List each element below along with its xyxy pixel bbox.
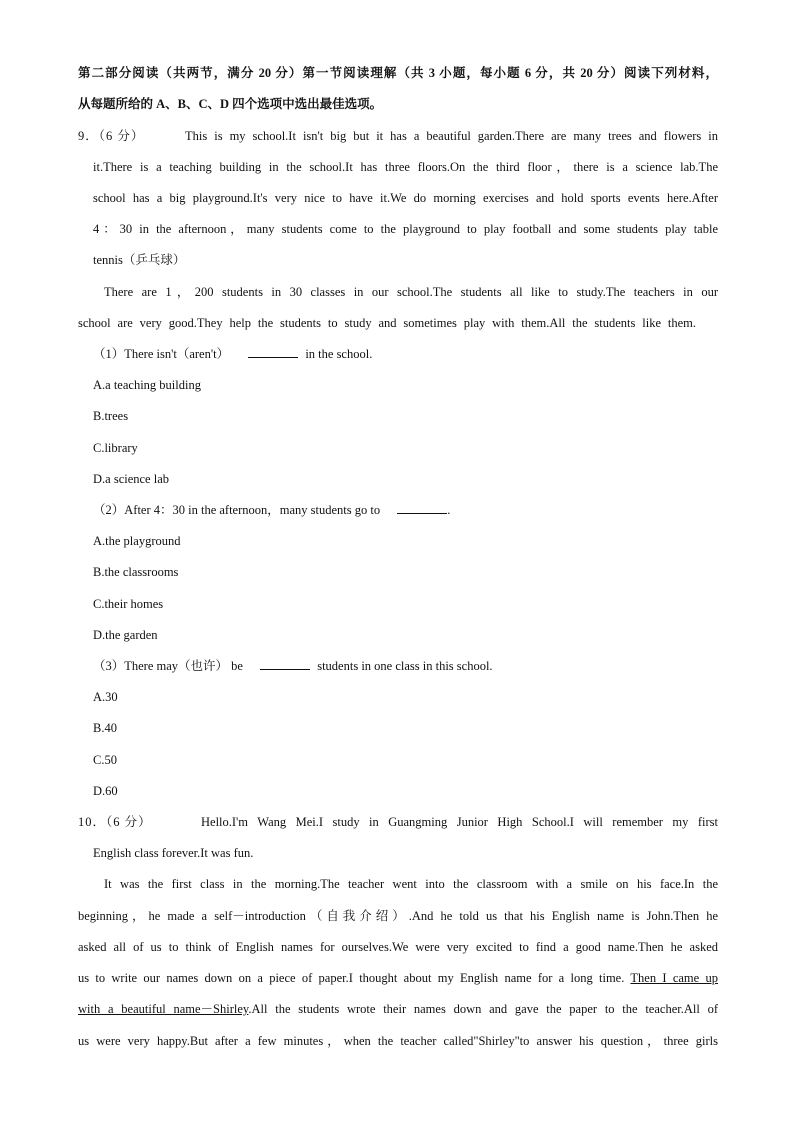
q9-p2-line1: There are 1，200 students in 30 classes in our school.The students all like to study.The teachers in our [104,285,718,299]
q9-p1-line2: it.There is a teaching building in the school.It has three floors.On the third floor，there is a science lab.The [93,160,718,174]
q9-sub1-option-c: C.library [93,441,138,455]
q10-p2-line3: asked all of us to think of English names for ourselves.We were very excited to find a good name.Then he asked [78,940,718,954]
q10-p1-line2: English class forever.It was fun. [93,846,254,860]
q10-p2-line5: with a beautiful name－Shirley.All the students wrote their names down and gave the paper to the teacher.All of [78,1002,718,1016]
q10-p2-line6: us were very happy.But after a few minutes，when the teacher called"Shirley"to answer his question，three girls [78,1034,718,1048]
answer-blank [260,658,310,670]
q10-p2-line1: It was the first class in the morning.The teacher went into the classroom with a smile on his face.In the [104,877,718,891]
q9-p2-line2: school are very good.They help the students to study and sometimes play with them.All the students like them. [78,316,696,330]
answer-blank [397,502,447,514]
q9-sub3-stem: （3）There may（也许） be students in one class in this school. [93,659,493,673]
q10-label: 10．（6 分） [78,815,152,829]
q9-p1-line3: school has a big playground.It's very nice to have it.We do morning exercises and hold sports events here.After [93,191,718,205]
answer-blank [248,346,298,358]
q9-sub1-stem: （1）There isn't（aren't） in the school. [93,347,373,361]
q9-sub3-option-c: C.50 [93,753,117,767]
q10-p2-line2: beginning，he made a self－introduction（自我介绍）.And he told us that his English name is John.Then he [78,909,718,923]
q9-sub2-option-a: A.the playground [93,534,181,548]
q10-p1-line1: Hello.I'm Wang Mei.I study in Guangming Junior High School.I will remember my first [201,815,718,829]
q9-p1-line5: tennis（乒乓球） [93,253,186,267]
section-header-line2: 从每题所给的 A、B、C、D 四个选项中选出最佳选项。 [78,97,383,111]
q9-p1-line1: This is my school.It isn't big but it has a beautiful garden.There are many trees and flowers in [185,129,718,143]
q9-sub1-option-a: A.a teaching building [93,378,201,392]
q9-sub2-option-d: D.the garden [93,628,158,642]
q9-sub3-option-d: D.60 [93,784,118,798]
q9-sub2-option-c: C.their homes [93,597,164,611]
q9-sub2-stem: （2）After 4：30 in the afternoon，many students go to . [93,503,451,517]
q9-sub3-option-b: B.40 [93,721,117,735]
underlined-sentence: with a beautiful name－Shirley [78,1002,249,1016]
section-header-line1: 第二部分阅读（共两节，满分 20 分）第一节阅读理解（共 3 小题，每小题 6 分，共 20 分）阅读下列材料， [78,66,718,80]
q9-p1-line4: 4：30 in the afternoon，many students come to the playground to play football and some students play table [93,222,718,236]
q9-sub2-option-b: B.the classrooms [93,565,179,579]
q9-label: 9．（6 分） [78,129,145,143]
q9-sub1-option-b: B.trees [93,409,129,423]
q10-p2-line4: us to write our names down on a piece of paper.I thought about my English name for a long time. Then I came up [78,971,718,985]
underlined-sentence: Then I came up [630,971,718,985]
q9-sub3-option-a: A.30 [93,690,118,704]
q9-sub1-option-d: D.a science lab [93,472,170,486]
